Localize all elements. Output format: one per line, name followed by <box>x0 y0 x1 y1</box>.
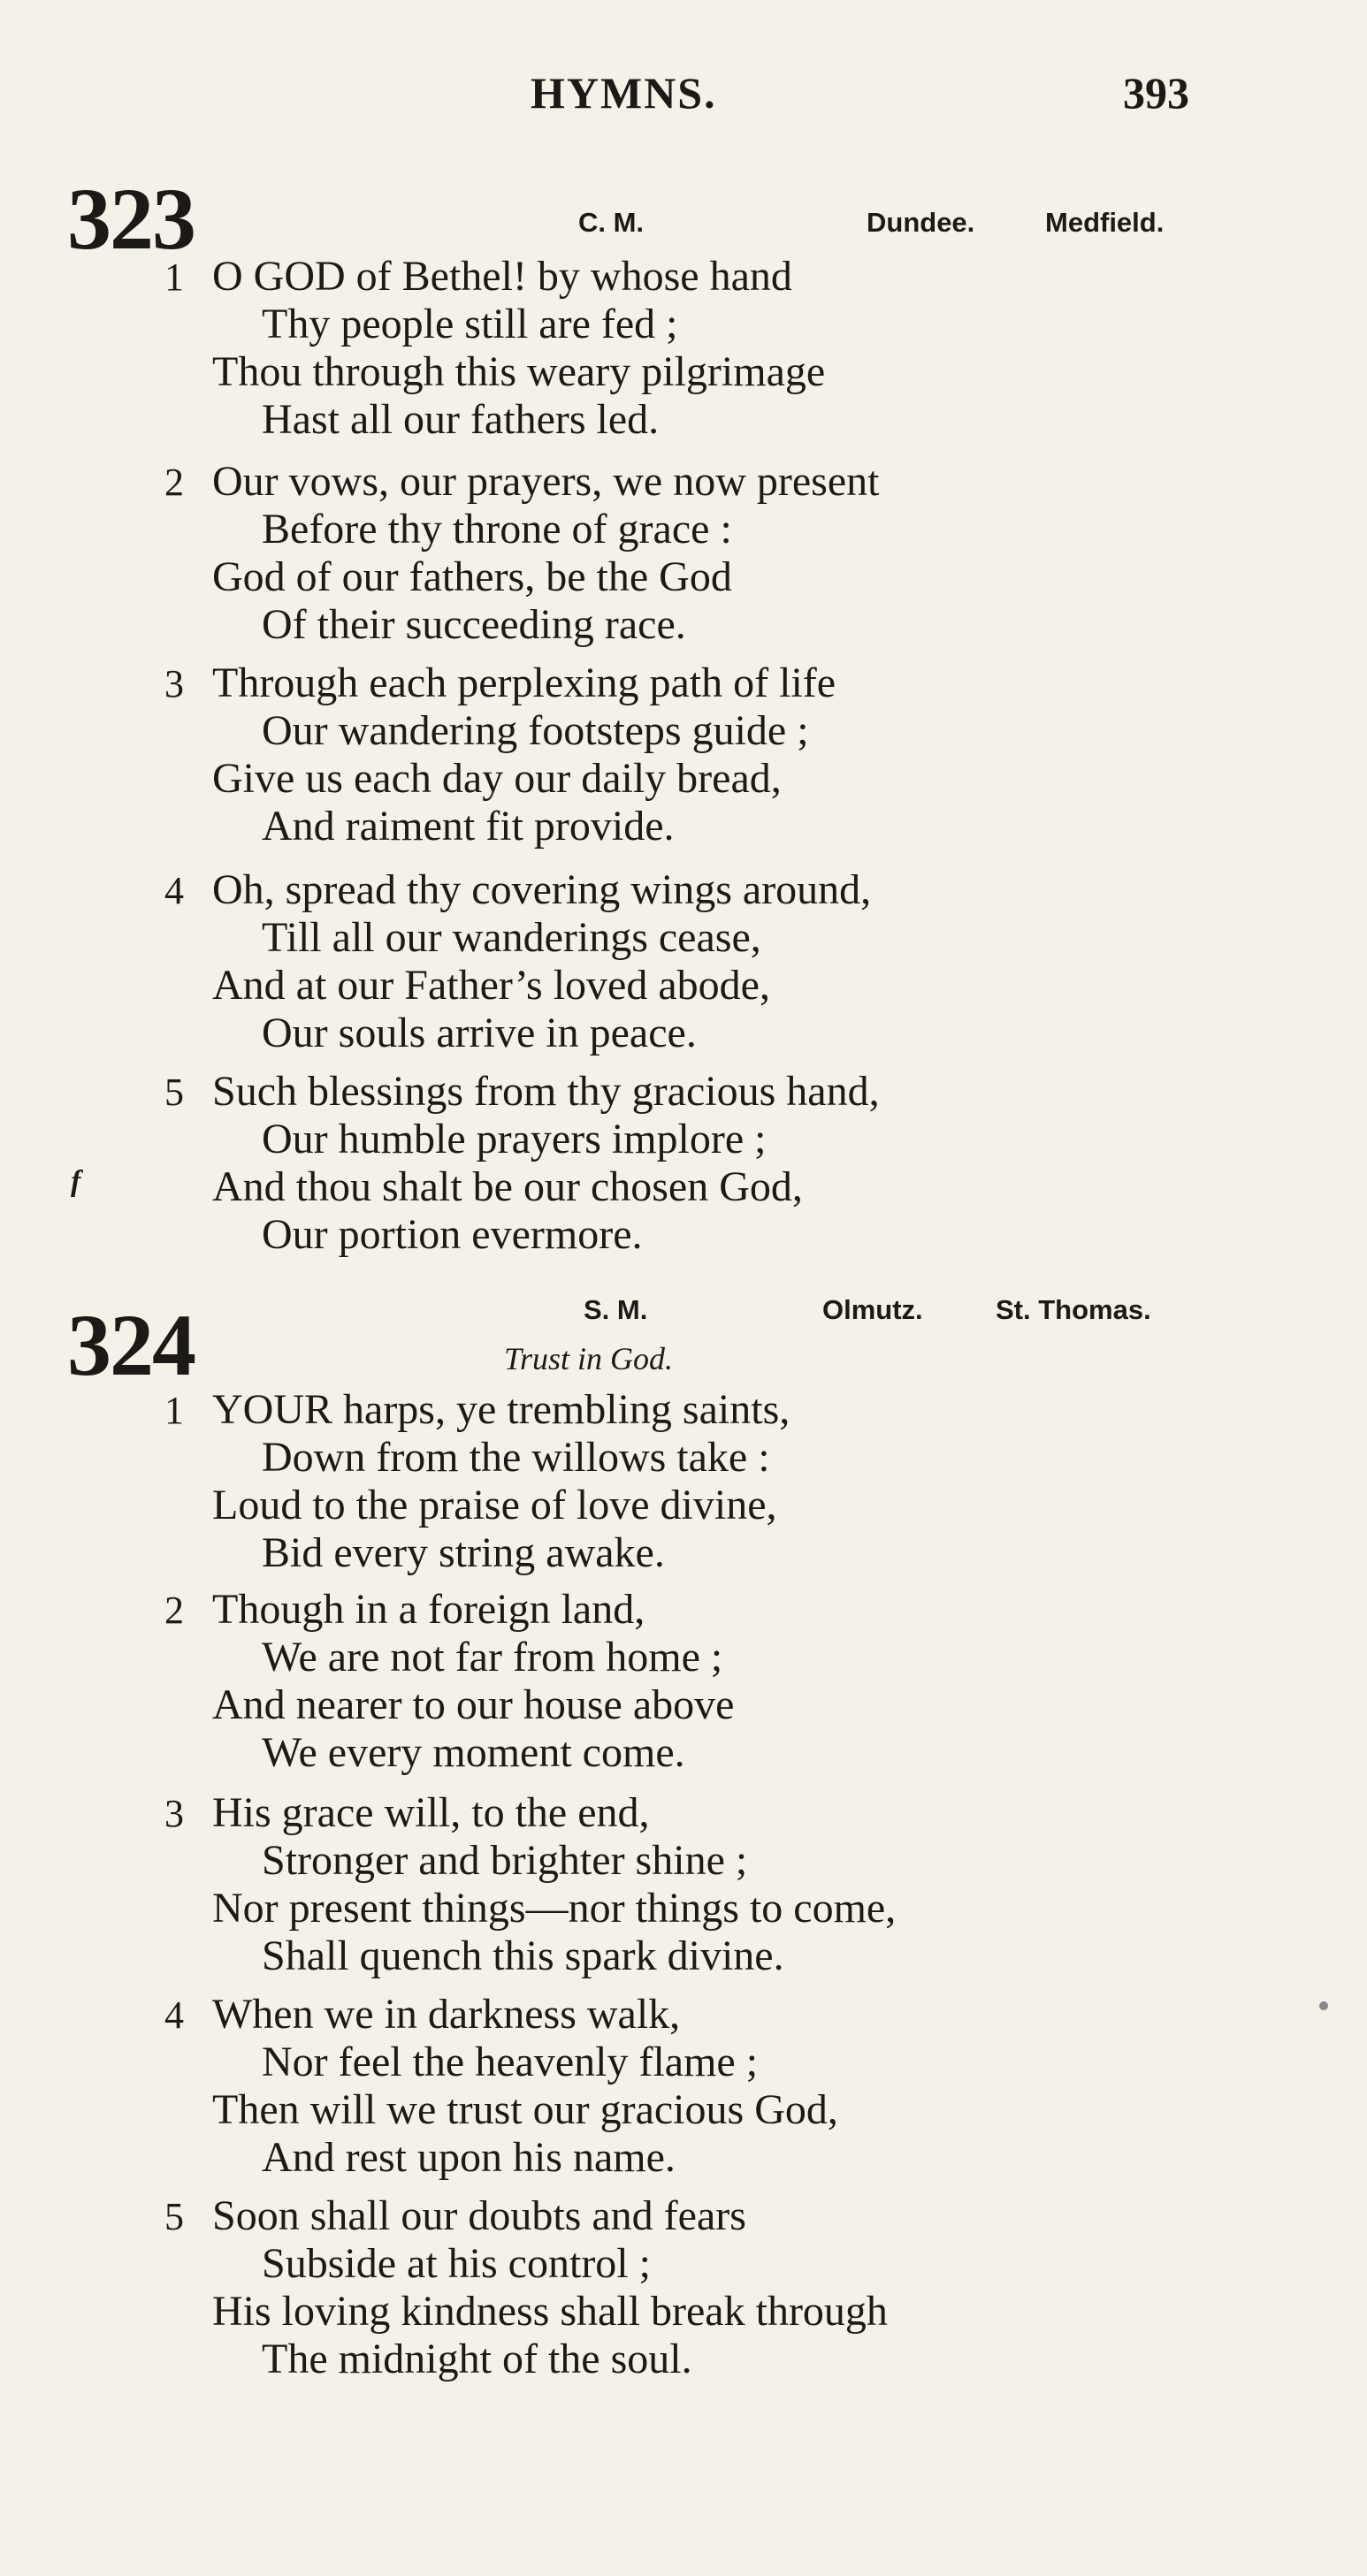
verse-line: We are not far from home ; <box>262 1634 723 1680</box>
verse-line: God of our fathers, be the God <box>212 553 732 600</box>
verse-number: 2 <box>164 1589 184 1632</box>
tune-name: Olmutz. <box>822 1294 923 1325</box>
tune-name: Dundee. <box>867 207 975 238</box>
verse-number: 5 <box>164 1071 184 1114</box>
verse-line: Such blessings from thy gracious hand, <box>212 1068 880 1115</box>
verse-line: The midnight of the soul. <box>262 2336 692 2382</box>
verse-line: Soon shall our doubts and fears <box>212 2192 746 2239</box>
verse-line: Our wandering footsteps guide ; <box>262 707 809 754</box>
verse-number: 2 <box>164 461 184 504</box>
verse-line: Before thy throne of grace : <box>262 506 732 553</box>
hymn-number: 323 <box>67 170 195 268</box>
verse-line: And nearer to our house above <box>212 1681 735 1728</box>
verse-line: Thou through this weary pilgrimage <box>212 348 826 395</box>
verse-line: Oh, spread thy covering wings around, <box>212 866 872 913</box>
tune-name: St. Thomas. <box>996 1294 1151 1325</box>
verse-number: 1 <box>164 1389 184 1432</box>
verse-line: And thou shalt be our chosen God, <box>212 1163 803 1210</box>
verse-number: 4 <box>164 869 184 912</box>
verse-line: Nor present things—nor things to come, <box>212 1885 897 1932</box>
hymn-number: 324 <box>67 1296 195 1394</box>
verse-line: Bid every string awake. <box>262 1529 665 1576</box>
verse-line: His loving kindness shall break through <box>212 2288 888 2335</box>
verse-line: Nor feel the heavenly flame ; <box>262 2039 759 2085</box>
verse-line: YOUR harps, ye trembling saints, <box>212 1386 790 1433</box>
verse-line: And raiment fit provide. <box>262 803 675 850</box>
verse-line: Our souls arrive in peace. <box>262 1010 697 1056</box>
verse-line: Hast all our fathers led. <box>262 396 660 443</box>
verse-number: 5 <box>164 2195 184 2238</box>
tune-name: Medfield. <box>1045 207 1165 238</box>
verse-line: When we in darkness walk, <box>212 1991 681 2038</box>
verse-line: We every moment come. <box>262 1729 685 1776</box>
running-head <box>0 67 1367 129</box>
verse-line: Through each perplexing path of life <box>212 659 836 706</box>
verse-line: Then will we trust our gracious God, <box>212 2086 838 2133</box>
verse-number: 1 <box>164 255 184 299</box>
verse-line: Give us each day our daily bread, <box>212 755 782 802</box>
verse-line: Our vows, our prayers, we now present <box>212 458 880 505</box>
verse-number: 3 <box>164 1792 184 1835</box>
verse-line: O GOD of Bethel! by whose hand <box>212 253 792 300</box>
verse-line: Loud to the praise of love divine, <box>212 1482 777 1528</box>
verse-line: Subside at his control ; <box>262 2240 651 2287</box>
verse-line: Of their succeeding race. <box>262 601 686 648</box>
ink-speck <box>1319 2001 1328 2010</box>
verse-line: Our portion evermore. <box>262 1211 643 1258</box>
verse-number: 3 <box>164 662 184 705</box>
hymn-meter: S. M. <box>584 1294 648 1325</box>
page-number: 393 <box>1123 68 1189 118</box>
verse-line: Our humble prayers implore ; <box>262 1116 767 1162</box>
verse-line: Till all our wanderings cease, <box>262 914 761 961</box>
dynamic-mark-forte: f <box>71 1165 81 1198</box>
verse-line: Though in a foreign land, <box>212 1586 645 1633</box>
verse-line: Stronger and brighter shine ; <box>262 1837 748 1884</box>
verse-line: Shall quench this spark divine. <box>262 1932 784 1979</box>
verse-line: His grace will, to the end, <box>212 1789 650 1836</box>
running-title: HYMNS. <box>531 68 717 118</box>
verse-line: And at our Father’s loved abode, <box>212 962 770 1009</box>
verse-line: Down from the willows take : <box>262 1434 770 1481</box>
verse-number: 4 <box>164 1993 184 2037</box>
hymn-subtitle: Trust in God. <box>504 1341 674 1376</box>
hymn-meter: C. M. <box>578 207 645 238</box>
verse-line: Thy people still are fed ; <box>262 301 678 347</box>
verse-line: And rest upon his name. <box>262 2134 676 2181</box>
